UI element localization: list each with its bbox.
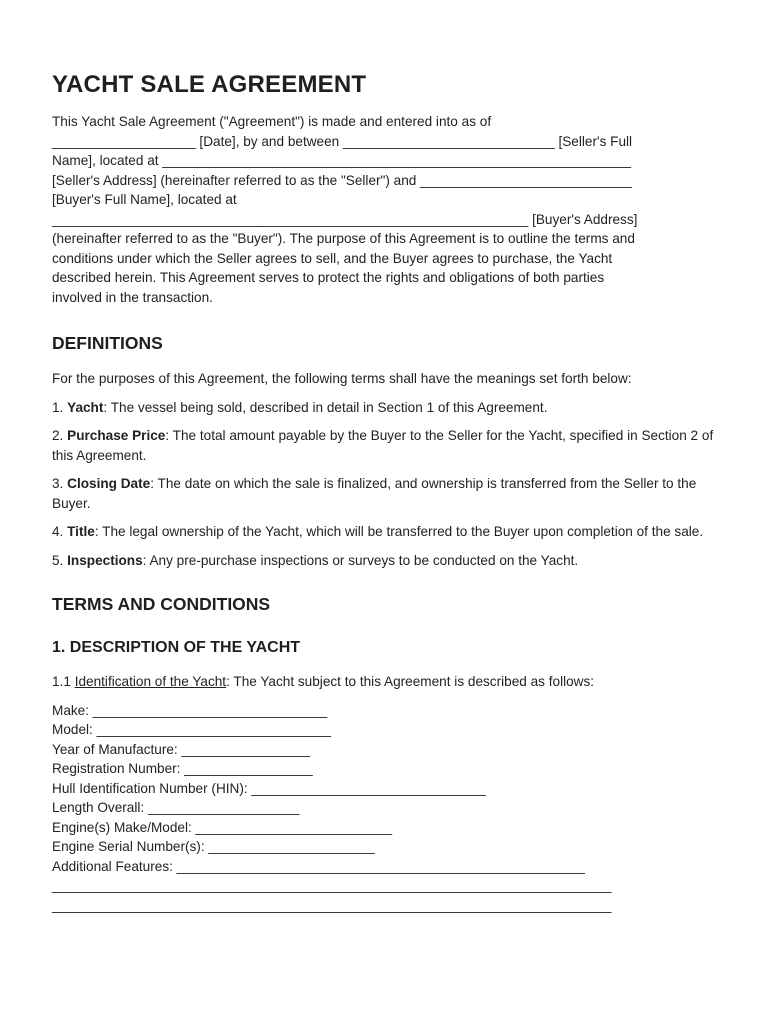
definitions-heading: DEFINITIONS [52, 333, 163, 353]
field-length[interactable]: Length Overall: ____________________ [52, 800, 300, 815]
definition-term: Closing Date [67, 476, 151, 491]
intro-line: conditions under which the Seller agrees to sell, and the Buyer agrees to purchase, the Yacht [52, 250, 613, 266]
intro-line: This Yacht Sale Agreement ("Agreement") is made and entered into as of [52, 114, 492, 129]
definition-term: Title [67, 524, 95, 539]
definition-number: 1. [52, 399, 68, 415]
definition-number: 5. [52, 552, 68, 568]
definition-term: Inspections [67, 552, 143, 568]
intro-line: described herein. This Agreement serves to protect the rights and obligations of both parties [52, 270, 605, 285]
definition-number: 4. [52, 524, 68, 539]
intro-line: Name], located at ______________________________________________________________ [52, 153, 632, 168]
field-registration[interactable]: Registration Number: _________________ [52, 761, 313, 776]
intro-line: (hereinafter referred to as the "Buyer"). The purpose of this Agreement is to outline the terms and [52, 231, 635, 246]
definition-item-closing-date [52, 474, 722, 513]
definition-text: : Any pre-purchase inspections or surveys to be conducted on the Yacht. [142, 552, 579, 568]
section-1-heading: 1. DESCRIPTION OF THE YACHT [52, 639, 301, 656]
field-engine-serial[interactable]: Engine Serial Number(s): ______________________ [52, 839, 375, 854]
definition-text: : The vessel being sold, described in detail in Section 1 of this Agreement. [103, 399, 548, 415]
field-year[interactable]: Year of Manufacture: _________________ [52, 741, 310, 757]
field-additional-features[interactable]: Additional Features: ______________________________________________________ [52, 858, 585, 874]
subsection-label: Identification of the Yacht [74, 674, 227, 689]
field-engine-model[interactable]: Engine(s) Make/Model: __________________________ [52, 819, 393, 835]
intro-line: [Buyer's Full Name], located at [52, 192, 237, 207]
definition-number: 3. [52, 476, 68, 491]
intro-line: _______________________________________________________________ [Buyer's Address] [52, 211, 638, 227]
intro-line: involved in the transaction. [52, 289, 213, 305]
intro-paragraph [52, 112, 722, 307]
field-blank-line[interactable]: __________________________________________________________________________ [52, 897, 612, 913]
definition-number: 2. [52, 428, 68, 443]
subsection-text: : The Yacht subject to this Agreement is described as follows: [226, 674, 595, 689]
subsection-number: 1.1 [52, 674, 75, 689]
definition-item-purchase-price [52, 426, 722, 465]
definition-text: : The date on which the sale is finalized, and ownership is transferred from the Seller to the Buyer. [52, 476, 697, 511]
definition-text: : The total amount payable by the Buyer to the Seller for the Yacht, specified in Section 2 of this Agreement. [52, 428, 714, 463]
definition-item-inspections [52, 551, 722, 571]
field-blank-line[interactable]: __________________________________________________________________________ [52, 878, 612, 893]
yacht-fields [52, 701, 722, 916]
field-hin[interactable]: Hull Identification Number (HIN): _______________________________ [52, 780, 486, 796]
subsection-1-1 [52, 672, 722, 692]
document-title: YACHT SALE AGREEMENT [52, 71, 367, 98]
definition-term: Yacht [67, 399, 104, 415]
definition-text: : The legal ownership of the Yacht, which will be transferred to the Buyer upon completion of the sale. [94, 524, 704, 539]
intro-line: ___________________ [Date], by and between ____________________________ [Seller's Full [52, 133, 633, 149]
definition-item-title [52, 522, 722, 542]
document-page [52, 70, 722, 915]
definitions-lead: For the purposes of this Agreement, the following terms shall have the meanings set forth below: [52, 371, 632, 386]
intro-line: [Seller's Address] (hereinafter referred to as the "Seller") and ____________________________ [52, 172, 632, 188]
field-model[interactable]: Model: _______________________________ [52, 722, 331, 737]
definition-item-yacht [52, 398, 722, 418]
definition-term: Purchase Price [67, 428, 166, 443]
field-make[interactable]: Make: _______________________________ [52, 702, 328, 718]
terms-heading: TERMS AND CONDITIONS [52, 594, 271, 614]
